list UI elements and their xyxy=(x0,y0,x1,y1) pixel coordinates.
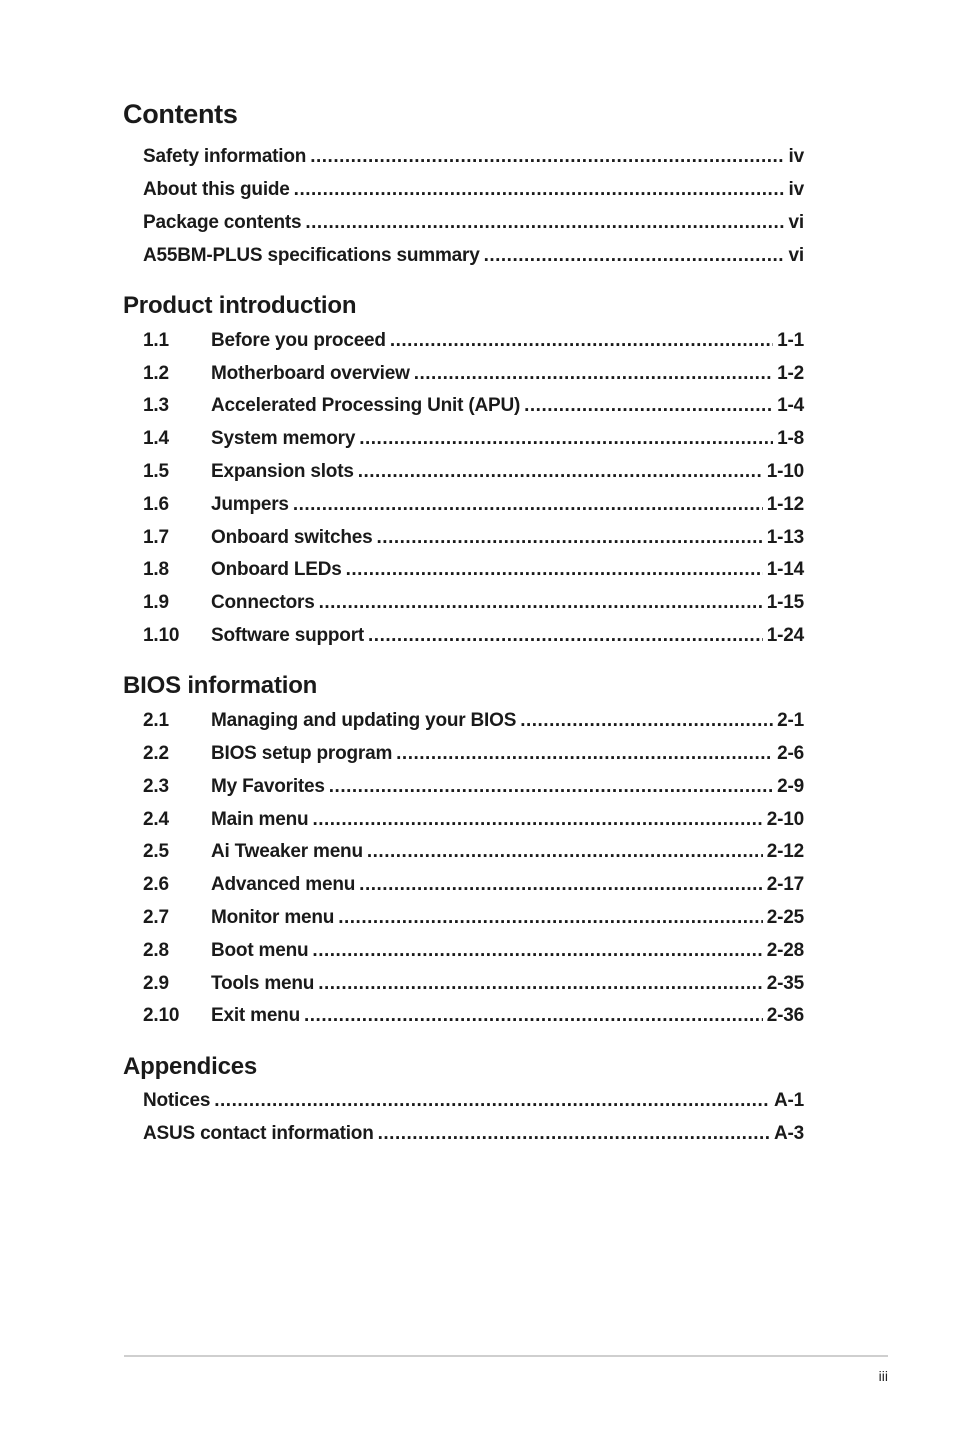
toc-entry-number: 1.6 xyxy=(143,494,169,515)
toc-leader-dots xyxy=(359,427,773,451)
toc-leader-dots xyxy=(346,558,763,582)
toc-entry[interactable] xyxy=(143,939,804,963)
toc-entry-page: 2-12 xyxy=(766,841,804,862)
toc-entry-number: 2.2 xyxy=(143,743,169,764)
toc-entry-page: 1-10 xyxy=(766,461,804,482)
toc-entry[interactable] xyxy=(143,1122,804,1146)
toc-entry-page: vi xyxy=(788,245,804,266)
toc-entry-title: Monitor menu xyxy=(211,907,335,928)
toc-entry-page: vi xyxy=(788,212,804,233)
toc-entry[interactable] xyxy=(143,329,804,353)
toc-entry-page: 2-10 xyxy=(766,809,804,830)
toc-leader-dots xyxy=(520,709,773,733)
toc-entry-title: Notices xyxy=(143,1090,211,1111)
toc-leader-dots xyxy=(329,775,773,799)
toc-entry-title: Accelerated Processing Unit (APU) xyxy=(211,395,521,416)
toc-leader-dots xyxy=(524,394,773,418)
toc-leader-dots xyxy=(312,808,762,832)
toc-entry-page: 2-35 xyxy=(766,973,804,994)
toc-entry-page: 2-1 xyxy=(777,710,804,731)
toc-entry-number: 2.6 xyxy=(143,874,169,895)
toc-entry[interactable] xyxy=(143,1004,804,1028)
toc-leader-dots xyxy=(359,873,763,897)
toc-entry[interactable] xyxy=(143,145,804,169)
toc-leader-dots xyxy=(390,329,773,353)
footer-divider xyxy=(124,1355,888,1357)
toc-leader-dots xyxy=(214,1089,770,1113)
toc-leader-dots xyxy=(312,939,762,963)
toc-entry-number: 2.4 xyxy=(143,809,169,830)
section-heading-appendices: Appendices xyxy=(123,1053,258,1080)
toc-entry[interactable] xyxy=(143,1089,804,1113)
toc-leader-dots xyxy=(305,211,784,235)
toc-entry[interactable] xyxy=(143,211,804,235)
toc-entry-title: Before you proceed xyxy=(211,330,386,351)
toc-entry-number: 2.5 xyxy=(143,841,169,862)
toc-entry-number: 1.10 xyxy=(143,625,180,646)
toc-entry-title: About this guide xyxy=(143,179,290,200)
toc-leader-dots xyxy=(294,178,785,202)
toc-leader-dots xyxy=(304,1004,763,1028)
page-number: iii xyxy=(878,1368,888,1384)
toc-entry-page: iv xyxy=(788,179,804,200)
toc-leader-dots xyxy=(338,906,763,930)
toc-entry[interactable] xyxy=(143,709,804,733)
toc-entry-page: 2-9 xyxy=(777,776,804,797)
toc-leader-dots xyxy=(396,742,773,766)
section-heading-product-introduction: Product introduction xyxy=(123,292,357,319)
toc-entry-title: BIOS setup program xyxy=(211,743,393,764)
toc-entry-page: 1-13 xyxy=(766,527,804,548)
toc-entry-page: 1-2 xyxy=(777,363,804,384)
toc-entry-page: 1-4 xyxy=(777,395,804,416)
toc-entry-title: Onboard LEDs xyxy=(211,559,342,580)
toc-entry-number: 1.2 xyxy=(143,363,169,384)
toc-entry-number: 1.4 xyxy=(143,428,169,449)
toc-entry-number: 1.1 xyxy=(143,330,169,351)
toc-entry-title: Ai Tweaker menu xyxy=(211,841,363,862)
toc-entry-number: 2.8 xyxy=(143,940,169,961)
toc-leader-dots xyxy=(319,591,763,615)
toc-leader-dots xyxy=(484,244,785,268)
toc-leader-dots xyxy=(414,362,773,386)
toc-entry[interactable] xyxy=(143,427,804,451)
toc-entry-title: Managing and updating your BIOS xyxy=(211,710,517,731)
toc-entry-title: Exit menu xyxy=(211,1005,300,1026)
toc-entry-number: 1.5 xyxy=(143,461,169,482)
toc-entry-title: Onboard switches xyxy=(211,527,373,548)
toc-leader-dots xyxy=(318,972,763,996)
toc-entry-title: Safety information xyxy=(143,146,307,167)
toc-entry-page: 2-6 xyxy=(777,743,804,764)
toc-entry[interactable] xyxy=(143,558,804,582)
toc-entry-page: 1-1 xyxy=(777,330,804,351)
toc-entry[interactable] xyxy=(143,526,804,550)
toc-entry-page: 1-24 xyxy=(766,625,804,646)
toc-entry-page: 1-15 xyxy=(766,592,804,613)
toc-entry-title: Tools menu xyxy=(211,973,315,994)
toc-entry-page: A-1 xyxy=(773,1090,804,1111)
toc-entry[interactable] xyxy=(143,775,804,799)
toc-leader-dots xyxy=(310,145,784,169)
toc-entry-title: Main menu xyxy=(211,809,309,830)
toc-entry[interactable] xyxy=(143,873,804,897)
page-title: Contents xyxy=(123,99,238,129)
toc-entry-title: A55BM-PLUS specifications summary xyxy=(143,245,480,266)
toc-entry-page: 1-14 xyxy=(766,559,804,580)
toc-entry[interactable] xyxy=(143,394,804,418)
toc-entry-page: 2-28 xyxy=(766,940,804,961)
toc-entry-number: 1.3 xyxy=(143,395,169,416)
toc-leader-dots xyxy=(367,840,763,864)
toc-entry-number: 2.9 xyxy=(143,973,169,994)
toc-entry-number: 2.10 xyxy=(143,1005,180,1026)
section-heading-bios-information: BIOS information xyxy=(123,672,318,699)
toc-entry-title: Software support xyxy=(211,625,365,646)
toc-leader-dots xyxy=(378,1122,770,1146)
toc-entry-title: Advanced menu xyxy=(211,874,356,895)
toc-entry-page: iv xyxy=(788,146,804,167)
toc-entry-number: 2.1 xyxy=(143,710,169,731)
toc-entry-title: My Favorites xyxy=(211,776,325,797)
toc-entry-number: 1.9 xyxy=(143,592,169,613)
toc-entry-title: Motherboard overview xyxy=(211,363,410,384)
toc-entry-title: Jumpers xyxy=(211,494,289,515)
toc-entry-number: 2.7 xyxy=(143,907,169,928)
toc-entry-page: A-3 xyxy=(773,1123,804,1144)
toc-entry[interactable] xyxy=(143,178,804,202)
toc-entry[interactable] xyxy=(143,840,804,864)
toc-entry-title: Connectors xyxy=(211,592,315,613)
toc-leader-dots xyxy=(358,460,763,484)
toc-leader-dots xyxy=(293,493,763,517)
toc-entry[interactable] xyxy=(143,808,804,832)
toc-leader-dots xyxy=(368,624,763,648)
toc-entry-page: 1-12 xyxy=(766,494,804,515)
toc-entry-title: Package contents xyxy=(143,212,302,233)
toc-entry[interactable] xyxy=(143,591,804,615)
toc-entry[interactable] xyxy=(143,972,804,996)
toc-entry-number: 1.8 xyxy=(143,559,169,580)
toc-entry[interactable] xyxy=(143,244,804,268)
toc-entry-title: ASUS contact information xyxy=(143,1123,374,1144)
toc-entry[interactable] xyxy=(143,460,804,484)
toc-entry-title: Expansion slots xyxy=(211,461,354,482)
toc-entry[interactable] xyxy=(143,906,804,930)
toc-entry-number: 1.7 xyxy=(143,527,169,548)
toc-entry[interactable] xyxy=(143,742,804,766)
toc-leader-dots xyxy=(377,526,763,550)
toc-entry[interactable] xyxy=(143,624,804,648)
toc-entry-page: 2-25 xyxy=(766,907,804,928)
toc-entry[interactable] xyxy=(143,362,804,386)
toc-entry-page: 2-17 xyxy=(766,874,804,895)
toc-entry-number: 2.3 xyxy=(143,776,169,797)
toc-entry-page: 2-36 xyxy=(766,1005,804,1026)
toc-entry[interactable] xyxy=(143,493,804,517)
toc-entry-title: Boot menu xyxy=(211,940,309,961)
toc-entry-title: System memory xyxy=(211,428,356,449)
toc-entry-page: 1-8 xyxy=(777,428,804,449)
